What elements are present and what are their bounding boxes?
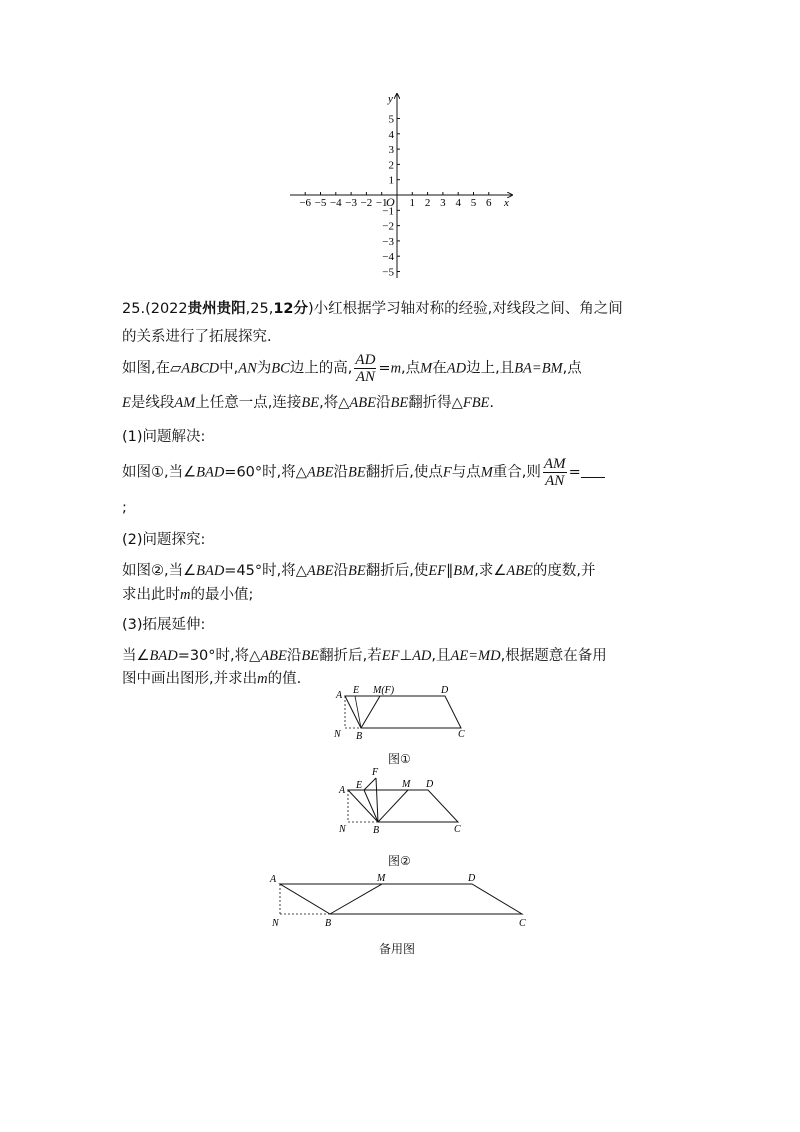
label-mf: M(F) (373, 685, 395, 696)
x-tick-label: 5 (470, 197, 477, 209)
y-tick-label: −3 (382, 235, 394, 248)
intro-text: 小红根据学习轴对称的经验,对线段之间、角之间 (313, 301, 623, 317)
origin-label: O (386, 195, 395, 209)
part1-title: (1)问题解决: (122, 429, 206, 445)
y-tick-label: 4 (388, 128, 394, 141)
part2-text-1: 如图②,当∠BAD=45°时,将△ABE沿BE翻折后,使EF∥BM,求∠ABE的度数,并 (122, 563, 596, 579)
segment-bm (330, 884, 382, 914)
part1-text: 如图①,当∠BAD=60°时,将△ABE沿BE翻折后,使点F与点M重合,则 $\frac{AM}{AN}$ = (122, 456, 682, 489)
part3-text-1: 当∠BAD=30°时,将△ABE沿BE翻折后,若EF⊥AD,且AE=MD,根据题意在备用 (122, 648, 607, 664)
y-tick-label: −4 (382, 251, 394, 264)
label-n: N (339, 824, 346, 835)
x-tick-label: −5 (314, 197, 327, 209)
fraction-am-an: $\frac{AM}{AN}$ (543, 456, 566, 489)
figure-2-diagram (336, 764, 476, 836)
label-n: N (272, 918, 279, 929)
segment-be (355, 696, 361, 728)
problem-number: 25. (122, 301, 146, 317)
x-tick-label: 3 (440, 197, 446, 209)
segment-ef (364, 778, 376, 790)
label-b: B (356, 731, 363, 742)
x-axis-label: x (504, 197, 509, 209)
spare-figure-caption: 备用图 (379, 942, 416, 956)
label-b: B (325, 918, 332, 929)
spare-figure-diagram (266, 868, 536, 932)
x-tick-label: −4 (329, 197, 342, 209)
x-tick-label: −3 (345, 197, 357, 209)
label-d: D (426, 779, 434, 790)
segment-be (364, 790, 378, 822)
figure-1-caption: 图① (388, 752, 411, 766)
label-m: M (402, 779, 411, 790)
label-a: A (339, 785, 346, 796)
condition-line-1: 如图,在▱ABCD中,AN为BC边上的高, $\frac{AD}{AN}$ =m,点M在AD边上,且BA=BM,点 (122, 352, 582, 385)
x-tick-label: 4 (455, 197, 461, 209)
part3-title: (3)拓展延伸: (122, 617, 206, 633)
coordinate-plane (280, 88, 520, 284)
source-place: 贵州贵阳 (187, 301, 246, 317)
y-tick-label: 2 (388, 159, 394, 172)
source-points: 12分 (273, 301, 308, 317)
part1-end: ; (122, 500, 127, 516)
figure-2-caption: 图② (388, 854, 411, 868)
label-e: E (356, 780, 363, 791)
segment-bf (376, 778, 378, 822)
part2-text-2: 求出此时m的最小值; (122, 587, 254, 603)
segment-bm (361, 696, 380, 728)
answer-blank (581, 467, 605, 478)
x-tick-label: 6 (486, 197, 492, 209)
label-a: A (270, 874, 277, 885)
x-tick-label: 2 (424, 197, 431, 209)
x-tick-label: 1 (409, 197, 416, 209)
label-e: E (353, 685, 360, 696)
x-tick-label: −6 (299, 197, 312, 209)
y-tick-label: 1 (388, 174, 394, 187)
label-c: C (454, 824, 461, 835)
y-axis-label: y (388, 93, 393, 105)
intro-line-2: 的关系进行了拓展探究. (122, 329, 272, 345)
parallelogram-abcd (345, 696, 461, 728)
parallelogram-abcd (280, 884, 522, 914)
y-tick-label: 5 (388, 113, 394, 126)
label-c: C (458, 729, 465, 740)
y-tick-label: −1 (382, 205, 394, 218)
y-tick-label: −2 (382, 220, 394, 233)
part3-text-2: 图中画出图形,并求出m的值. (122, 671, 302, 687)
label-d: D (468, 873, 476, 884)
source-year: 2022 (150, 301, 188, 317)
label-m: M (377, 873, 386, 884)
problem-header-line: 25.(2022贵州贵阳,25,12分)小红根据学习轴对称的经验,对线段之间、角之间 (122, 301, 623, 317)
part2-title: (2)问题探究: (122, 532, 206, 548)
label-f: F (372, 767, 379, 778)
label-n: N (334, 729, 341, 740)
segment-bm (378, 790, 408, 822)
condition-line-2: E是线段AM上任意一点,连接BE,将△ABE沿BE翻折得△FBE. (122, 395, 495, 411)
label-a: A (336, 690, 343, 701)
label-c: C (519, 918, 526, 929)
y-tick-label: −5 (382, 266, 394, 279)
label-b: B (373, 825, 380, 836)
x-tick-label: −1 (375, 197, 388, 209)
label-d: D (441, 685, 449, 696)
y-tick-label: 3 (388, 144, 394, 157)
fraction-ad-an: $\frac{AD}{AN}$ (355, 352, 376, 385)
figure-1-diagram (328, 684, 476, 742)
x-tick-label: −2 (360, 197, 373, 209)
